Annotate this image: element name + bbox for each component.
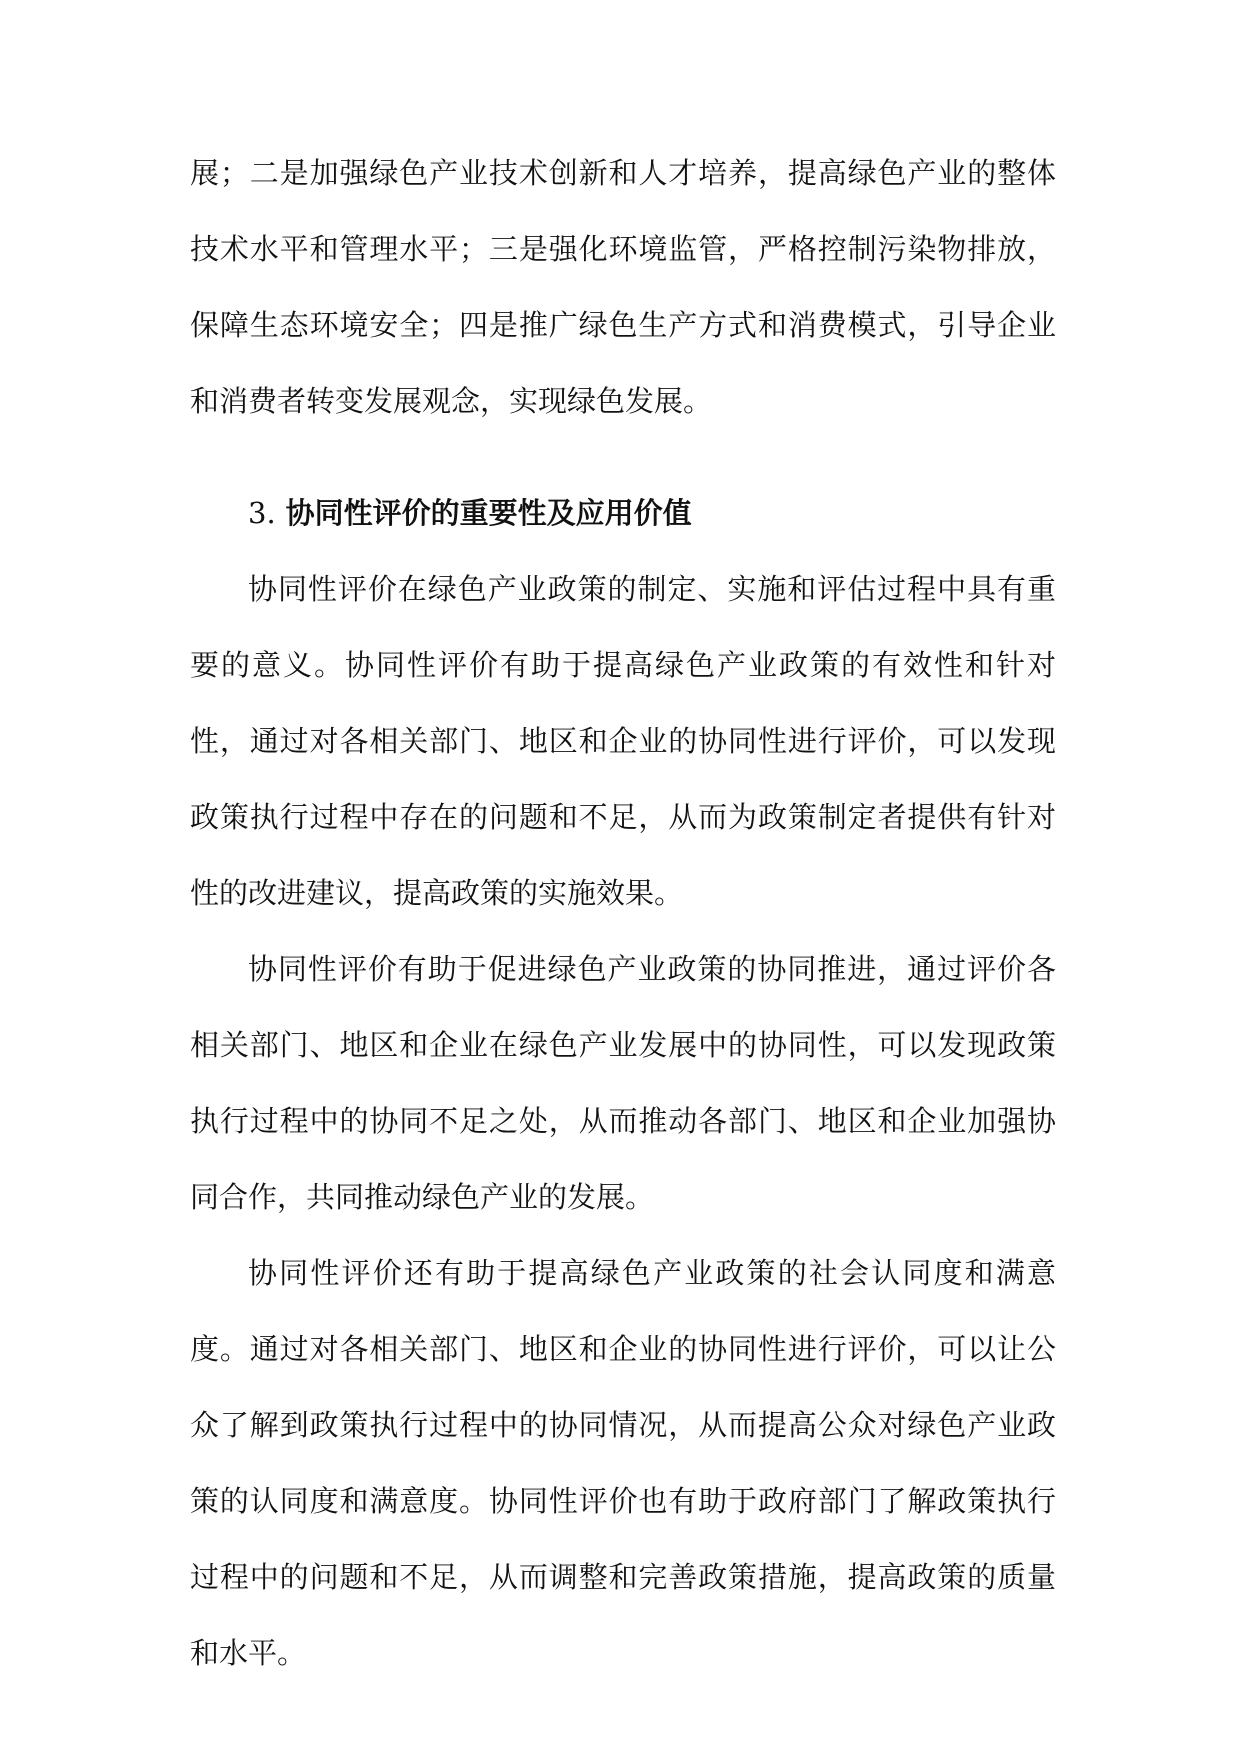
section-title: 协同性评价的重要性及应用价值 xyxy=(285,496,692,530)
body-paragraph-2: 协同性评价有助于促进绿色产业政策的协同推进，通过评价各相关部门、地区和企业在绿色产业发展中的协同性，可以发现政策执行过程中的协同不足之处，从而推动各部门、地区和企业加强协同合作，共同推动绿色产业的发展。 xyxy=(190,952,1056,1214)
section-number: 3. xyxy=(248,496,276,530)
body-paragraph-1: 协同性评价在绿色产业政策的制定、实施和评估过程中具有重要的意义。协同性评价有助于提高绿色产业政策的有效性和针对性，通过对各相关部门、地区和企业的协同性进行评价，可以发现政策执行过程中存在的问题和不足，从而为政策制定者提供有针对性的改进建议，提高政策的实施效果。 xyxy=(190,572,1056,910)
page-body xyxy=(190,135,1056,1691)
section-heading xyxy=(190,475,1056,551)
body-paragraph-3: 协同性评价还有助于提高绿色产业政策的社会认同度和满意度。通过对各相关部门、地区和企业的协同性进行评价，可以让公众了解到政策执行过程中的协同情况，从而提高公众对绿色产业政策的认同度和满意度。协同性评价也有助于政府部门了解政策执行过程中的问题和不足，从而调整和完善政策措施，提高政策的质量和水平。 xyxy=(190,1256,1056,1670)
continued-paragraph: 展；二是加强绿色产业技术创新和人才培养，提高绿色产业的整体技术水平和管理水平；三是强化环境监管，严格控制污染物排放，保障生态环境安全；四是推广绿色生产方式和消费模式，引导企业和消费者转变发展观念，实现绿色发展。 xyxy=(190,156,1056,418)
